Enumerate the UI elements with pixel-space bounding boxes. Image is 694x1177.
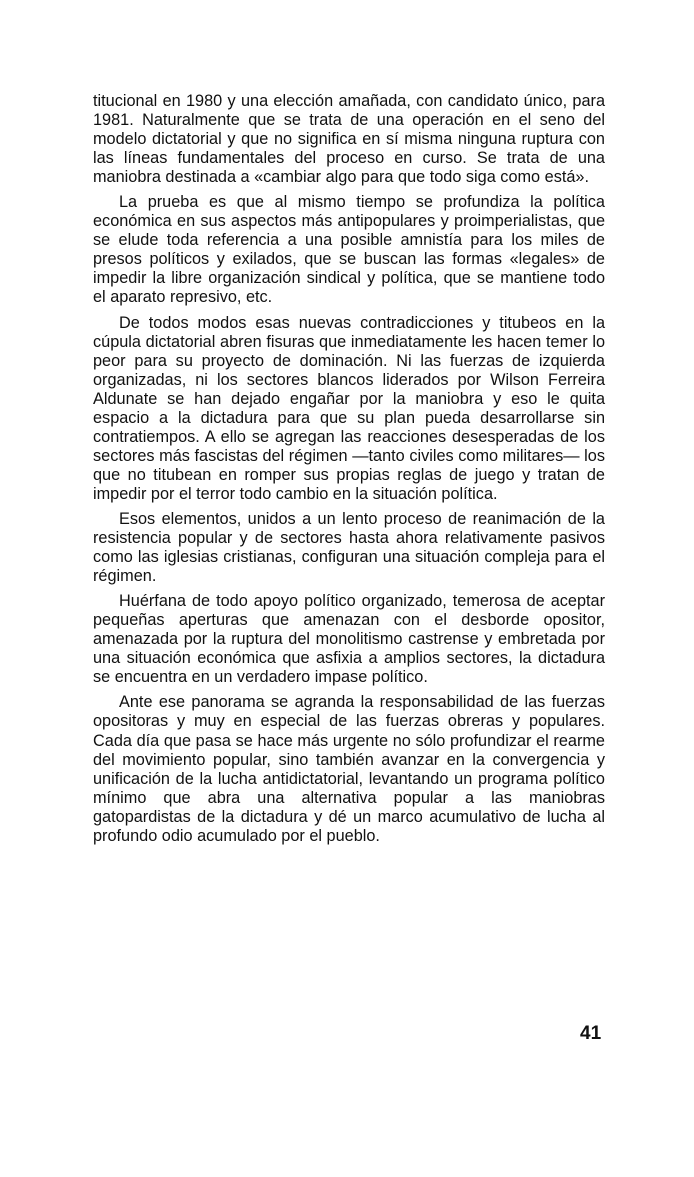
paragraph-2: La prueba es que al mismo tiempo se profundiza la política económica en sus aspectos más antipopulares y proimperialistas, que se elude toda referencia a una posible amnistía para los miles de presos políticos y exilados, que se buscan las formas «legales» de impedir la libre organización sindical y política, que se mantiene todo el aparato represivo, etc.	[93, 193, 605, 307]
paragraph-1: titucional en 1980 y una elección amañada, con candidato único, para 1981. Naturalmente que se trata de una operación en el seno del modelo dictatorial y que no significa en sí misma ninguna ruptura con las líneas fundamentales del proceso en curso. Se trata de una maniobra destinada a «cambiar algo para que todo siga como está».	[93, 92, 605, 187]
paragraph-3: De todos modos esas nuevas contradicciones y titubeos en la cúpula dictatorial abren fisuras que inmediatamente les hacen temer lo peor para su proyecto de dominación. Ni las fuerzas de izquierda organizadas, ni los sectores blancos liderados por Wilson Ferreira Aldunate se han dejado engañar por la maniobra y eso le quita espacio a la dictadura para que su plan pueda desarrollarse sin contratiempos. A ello se agregan las reacciones desesperadas de los sectores más fascistas del régimen —tanto civiles como militares— los que no titubean en romper sus propias reglas de juego y tratan de impedir por el terror todo cambio en la situación política.	[93, 313, 605, 503]
paragraph-4: Esos elementos, unidos a un lento proceso de reanimación de la resistencia popular y de sectores hasta ahora relativamente pasivos como las iglesias cristianas, configuran una situación compleja para el régimen.	[93, 509, 605, 586]
page-number: 41	[580, 1023, 602, 1044]
body-text	[93, 92, 605, 852]
paragraph-6: Ante ese panorama se agranda la responsabilidad de las fuerzas opositoras y muy en especial de las fuerzas obreras y populares. Cada día que pasa se hace más urgente no sólo profundizar el rearme del movimiento popular, sino también avanzar en la convergencia y unificación de la lucha antidictatorial, levantando un programa político mínimo que abra una alternativa popular a las maniobras gatopardistas de la dictadura y dé un marco acumulativo de lucha al profundo odio acumulado por el pueblo.	[93, 693, 605, 845]
paragraph-5: Huérfana de todo apoyo político organizado, temerosa de aceptar pequeñas aperturas que amenazan con el desborde opositor, amenazada por la ruptura del monolitismo castrense y embretada por una situación económica que asfixia a amplios sectores, la dictadura se encuentra en un verdadero impase político.	[93, 592, 605, 687]
